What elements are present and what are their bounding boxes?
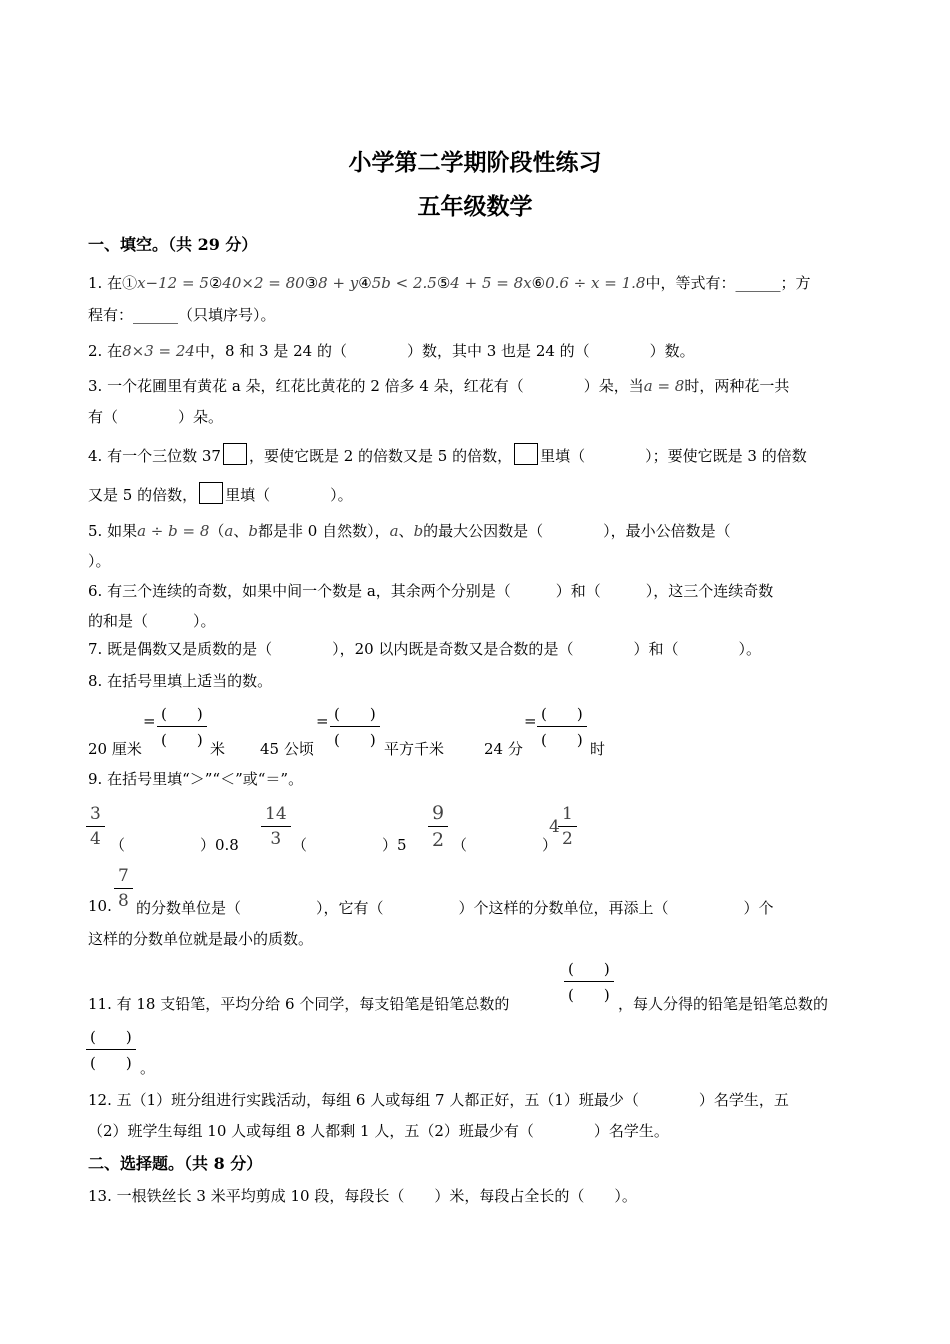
question-1-line-2: 程有：______（只填序号）。 (88, 306, 276, 324)
question-8: 8. 在括号里填上适当的数。 (88, 672, 273, 690)
q8-item-3-fraction (537, 703, 587, 750)
q1-expr-3: 8 + y (318, 274, 359, 292)
fraction-numerator-blank[interactable]: ( ) (564, 958, 614, 982)
q1-expr-1: x−12 = 5 (137, 274, 209, 292)
fraction-denominator-blank[interactable]: ( ) (90, 1054, 132, 1072)
q1-expr-5: 4 + 5 = 8x (450, 274, 532, 292)
q5-p6: 的最大公因数是（ ），最小公倍数是（ (423, 522, 731, 540)
q1-prefix: 1. 在① (88, 274, 138, 292)
digit-box[interactable] (199, 482, 223, 504)
numerator: 7 (114, 866, 133, 889)
q8-item-3-unit: 时 (590, 740, 606, 758)
q5-b2: b (413, 522, 424, 540)
q1-expr-6: 0.6 ÷ x = 1.8 (545, 274, 646, 292)
q9-compare-1: （ ）0.8 (110, 836, 239, 854)
q5-a1: a (224, 522, 234, 540)
denominator: 2 (562, 829, 573, 849)
question-5-line-2: ）。 (88, 552, 111, 570)
question-6-line-1: 6. 有三个连续的奇数，如果中间一个数是 a，其余两个分别是（ ）和（ ），这三个连续奇数 (88, 582, 774, 600)
question-2 (88, 340, 695, 361)
q8-item-2-left: 45 公顷 (260, 740, 314, 758)
q8-item-2-fraction (330, 703, 380, 750)
question-10-line-2: 这样的分数单位就是最小的质数。 (88, 930, 314, 948)
question-1-line-1 (88, 272, 810, 293)
q1-expr-4: 5b < 2.5 (371, 274, 437, 292)
q4-line2-a: 又是 5 的倍数， (88, 486, 198, 504)
question-11-line-1-end: ，每人分得的铅笔是铅笔总数的 (618, 995, 829, 1013)
question-12-line-1: 12. 五（1）班分组进行实践活动，每组 6 人或每组 7 人都正好，五（1）班最少（ ）名学生，五 (88, 1091, 789, 1109)
q9-mixed-whole: 4 (549, 817, 560, 837)
question-7: 7. 既是偶数又是质数的是（ ），20 以内既是奇数又是合数的是（ ）和（ ）。 (88, 640, 761, 658)
page-subtitle: 五年级数学 (417, 193, 533, 220)
q11-end-mark: 。 (140, 1059, 156, 1077)
question-13: 13. 一根铁丝长 3 米平均剪成 10 段，每段长（ ）米，每段占全长的（ ）。 (88, 1187, 637, 1205)
q9-fraction-3 (428, 802, 448, 851)
q8-item-1-fraction (157, 703, 207, 750)
q5-b1: b (248, 522, 258, 540)
page-title: 小学第二学期阶段性练习 (348, 149, 602, 176)
fraction-denominator-blank[interactable]: ( ) (334, 731, 376, 749)
question-4-line-1 (88, 443, 807, 466)
q1-circle-2: ② (208, 274, 223, 292)
denominator: 4 (90, 829, 101, 849)
q9-compare-2: （ ）5 (292, 836, 407, 854)
q5-p2: （ (209, 522, 225, 540)
numerator: 9 (428, 802, 448, 827)
question-3-line-1 (88, 375, 789, 396)
q8-item-2-unit: 平方千米 (384, 740, 445, 758)
q11-fraction-1 (564, 958, 614, 1005)
q8-item-3-equals: = (524, 712, 537, 730)
fraction-numerator-blank[interactable]: ( ) (86, 1026, 136, 1050)
question-6-line-2: 的和是（ ）。 (88, 612, 216, 630)
q5-p1: 5. 如果 (88, 522, 138, 540)
q2-prefix: 2. 在 (88, 342, 123, 360)
question-4-line-2 (88, 482, 353, 505)
digit-box[interactable] (223, 443, 247, 465)
q5-p5: 、 (398, 522, 414, 540)
digit-box[interactable] (514, 443, 538, 465)
fraction-numerator-blank[interactable]: ( ) (537, 703, 587, 727)
q4-part-2: ，要使它既是 2 的倍数又是 5 的倍数， (248, 447, 513, 465)
denominator: 8 (118, 891, 129, 911)
q3-text-2: 时，两种花一共 (684, 377, 790, 395)
q1-tail: 中，等式有：______；方 (645, 274, 811, 292)
fraction-denominator-blank[interactable]: ( ) (541, 731, 583, 749)
q4-line2-b: 里填（ ）。 (225, 486, 353, 504)
q9-mixed-fraction (558, 804, 577, 849)
numerator: 1 (558, 804, 577, 827)
q10-prefix: 10. (88, 897, 112, 915)
question-12-line-2: （2）班学生每组 10 人或每组 8 人都剩 1 人，五（2）班最少有（ ）名学生。 (88, 1122, 669, 1140)
q8-item-3-left: 24 分 (484, 740, 523, 758)
q1-expr-2: 40×2 = 80 (222, 274, 305, 292)
question-5-line-1 (88, 520, 731, 541)
q1-circle-3: ③ (304, 274, 319, 292)
question-11-line-1: 11. 有 18 支铅笔，平均分给 6 个同学，每支铅笔是铅笔总数的 (88, 995, 510, 1013)
q4-part-1: 4. 有一个三位数 37 (88, 447, 221, 465)
q1-circle-5: ⑤ (436, 274, 451, 292)
q8-item-1-left: 20 厘米 (88, 740, 142, 758)
numerator: 3 (86, 804, 105, 827)
q10-fraction (114, 866, 133, 911)
fraction-denominator-blank[interactable]: ( ) (161, 731, 203, 749)
fraction-numerator-blank[interactable]: ( ) (157, 703, 207, 727)
denominator: 3 (270, 829, 282, 849)
question-3-line-2: 有（ ）朵。 (88, 408, 224, 426)
q5-p3: 、 (233, 522, 249, 540)
section-heading-fill-in: 一、填空。（共 29 分） (88, 235, 258, 254)
q9-fraction-1 (86, 804, 105, 849)
question-9: 9. 在括号里填“＞”“＜”或“＝”。 (88, 770, 304, 788)
q1-circle-6: ⑥ (531, 274, 546, 292)
q8-item-1-unit: 米 (210, 740, 226, 758)
q3-expr: a = 8 (643, 377, 685, 395)
q9-fraction-2 (261, 804, 291, 849)
denominator: 2 (432, 829, 445, 851)
q9-compare-3: （ ） (452, 836, 558, 854)
q2-text: 中，8 和 3 是 24 的（ ）数，其中 3 也是 24 的（ ）数。 (194, 342, 695, 360)
fraction-numerator-blank[interactable]: ( ) (330, 703, 380, 727)
q3-text-1: 3. 一个花圃里有黄花 a 朵，红花比黄花的 2 倍多 4 朵，红花有（ ）朵，当 (88, 377, 644, 395)
q5-a2: a (389, 522, 399, 540)
fraction-denominator-blank[interactable]: ( ) (568, 986, 610, 1004)
q4-part-3: 里填（ ）；要使它既是 3 的倍数 (540, 447, 807, 465)
q1-circle-4: ④ (358, 274, 372, 292)
q5-expr: a ÷ b = 8 (137, 522, 210, 540)
q8-item-1-equals: = (143, 712, 156, 730)
q11-fraction-2 (86, 1026, 136, 1073)
section-heading-multiple-choice: 二、选择题。（共 8 分） (88, 1154, 263, 1173)
numerator: 14 (261, 804, 291, 827)
question-10-line-1: 的分数单位是（ ），它有（ ）个这样的分数单位，再添上（ ）个 (136, 899, 774, 917)
q2-expr: 8×3 = 24 (122, 342, 195, 360)
q5-p4: 都是非 0 自然数）， (258, 522, 390, 540)
q8-item-2-equals: = (316, 712, 329, 730)
